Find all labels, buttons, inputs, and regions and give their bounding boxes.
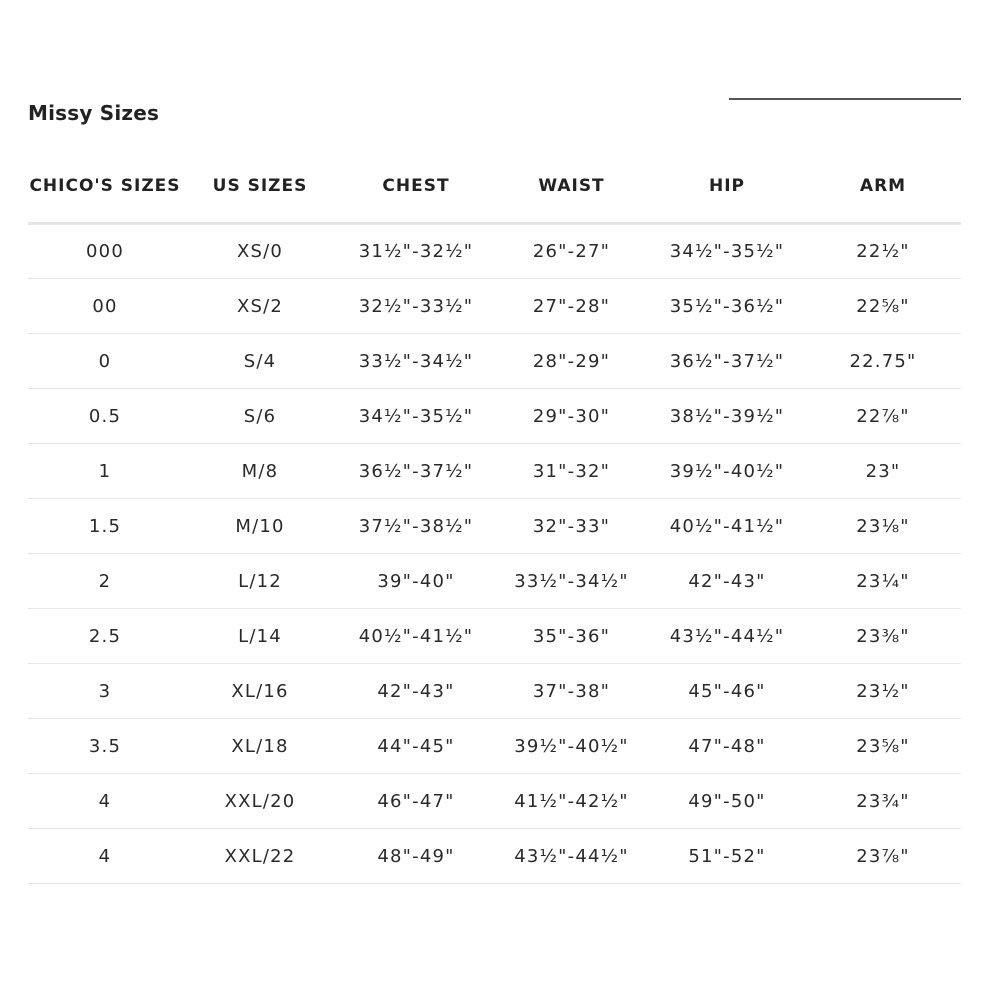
header-us-sizes: US SIZES <box>182 150 338 224</box>
cell-arm: 22⅞" <box>805 389 961 444</box>
cell-hip: 42"-43" <box>649 554 805 609</box>
header-chicos-sizes: CHICO'S SIZES <box>28 150 182 224</box>
cell-chicos-size: 0 <box>28 334 182 389</box>
cell-hip: 47"-48" <box>649 719 805 774</box>
cell-us-size: XL/18 <box>182 719 338 774</box>
cell-hip: 45"-46" <box>649 664 805 719</box>
header-hip: HIP <box>649 150 805 224</box>
header-waist: WAIST <box>494 150 649 224</box>
cell-arm: 23½" <box>805 664 961 719</box>
table-header-row <box>28 150 961 224</box>
cell-waist: 35"-36" <box>494 609 649 664</box>
cell-arm: 23⅜" <box>805 609 961 664</box>
cell-waist: 26"-27" <box>494 224 649 279</box>
table-row <box>28 444 961 499</box>
cell-chest: 34½"-35½" <box>338 389 494 444</box>
cell-chicos-size: 3.5 <box>28 719 182 774</box>
cell-chest: 46"-47" <box>338 774 494 829</box>
table-row <box>28 774 961 829</box>
cell-arm: 22½" <box>805 224 961 279</box>
table-row <box>28 389 961 444</box>
cell-waist: 32"-33" <box>494 499 649 554</box>
cell-us-size: M/8 <box>182 444 338 499</box>
divider <box>729 98 961 100</box>
cell-waist: 37"-38" <box>494 664 649 719</box>
cell-arm: 22⅝" <box>805 279 961 334</box>
table-row <box>28 664 961 719</box>
cell-us-size: XXL/20 <box>182 774 338 829</box>
cell-chicos-size: 1 <box>28 444 182 499</box>
cell-hip: 39½"-40½" <box>649 444 805 499</box>
cell-waist: 41½"-42½" <box>494 774 649 829</box>
cell-chicos-size: 4 <box>28 774 182 829</box>
cell-arm: 23⅝" <box>805 719 961 774</box>
cell-arm: 23¾" <box>805 774 961 829</box>
cell-waist: 33½"-34½" <box>494 554 649 609</box>
cell-chest: 37½"-38½" <box>338 499 494 554</box>
cell-us-size: L/12 <box>182 554 338 609</box>
cell-chicos-size: 3 <box>28 664 182 719</box>
cell-chest: 32½"-33½" <box>338 279 494 334</box>
cell-us-size: XXL/22 <box>182 829 338 884</box>
table-row <box>28 224 961 279</box>
cell-us-size: L/14 <box>182 609 338 664</box>
cell-waist: 31"-32" <box>494 444 649 499</box>
cell-us-size: M/10 <box>182 499 338 554</box>
cell-hip: 49"-50" <box>649 774 805 829</box>
cell-arm: 23⅞" <box>805 829 961 884</box>
table-row <box>28 829 961 884</box>
cell-waist: 39½"-40½" <box>494 719 649 774</box>
cell-chest: 40½"-41½" <box>338 609 494 664</box>
cell-waist: 43½"-44½" <box>494 829 649 884</box>
cell-chest: 44"-45" <box>338 719 494 774</box>
header-arm: ARM <box>805 150 961 224</box>
cell-arm: 23¼" <box>805 554 961 609</box>
table-row <box>28 554 961 609</box>
cell-us-size: XS/0 <box>182 224 338 279</box>
cell-chicos-size: 1.5 <box>28 499 182 554</box>
cell-chicos-size: 2.5 <box>28 609 182 664</box>
cell-hip: 40½"-41½" <box>649 499 805 554</box>
cell-hip: 35½"-36½" <box>649 279 805 334</box>
cell-us-size: XS/2 <box>182 279 338 334</box>
cell-chicos-size: 4 <box>28 829 182 884</box>
table-body <box>28 224 961 884</box>
cell-chest: 33½"-34½" <box>338 334 494 389</box>
cell-arm: 23⅛" <box>805 499 961 554</box>
cell-chicos-size: 0.5 <box>28 389 182 444</box>
cell-chicos-size: 2 <box>28 554 182 609</box>
size-chart-table <box>28 150 961 884</box>
cell-hip: 43½"-44½" <box>649 609 805 664</box>
cell-us-size: XL/16 <box>182 664 338 719</box>
cell-chest: 39"-40" <box>338 554 494 609</box>
table-row <box>28 334 961 389</box>
cell-chest: 36½"-37½" <box>338 444 494 499</box>
cell-chest: 42"-43" <box>338 664 494 719</box>
cell-hip: 36½"-37½" <box>649 334 805 389</box>
cell-us-size: S/6 <box>182 389 338 444</box>
cell-waist: 29"-30" <box>494 389 649 444</box>
cell-arm: 23" <box>805 444 961 499</box>
cell-arm: 22.75" <box>805 334 961 389</box>
table-row <box>28 279 961 334</box>
page-title: Missy Sizes <box>28 101 160 125</box>
table-row <box>28 499 961 554</box>
cell-waist: 27"-28" <box>494 279 649 334</box>
cell-hip: 51"-52" <box>649 829 805 884</box>
cell-us-size: S/4 <box>182 334 338 389</box>
header-chest: CHEST <box>338 150 494 224</box>
table-row <box>28 609 961 664</box>
cell-chicos-size: 00 <box>28 279 182 334</box>
table-row <box>28 719 961 774</box>
cell-chest: 48"-49" <box>338 829 494 884</box>
cell-hip: 38½"-39½" <box>649 389 805 444</box>
cell-waist: 28"-29" <box>494 334 649 389</box>
cell-hip: 34½"-35½" <box>649 224 805 279</box>
cell-chest: 31½"-32½" <box>338 224 494 279</box>
cell-chicos-size: 000 <box>28 224 182 279</box>
